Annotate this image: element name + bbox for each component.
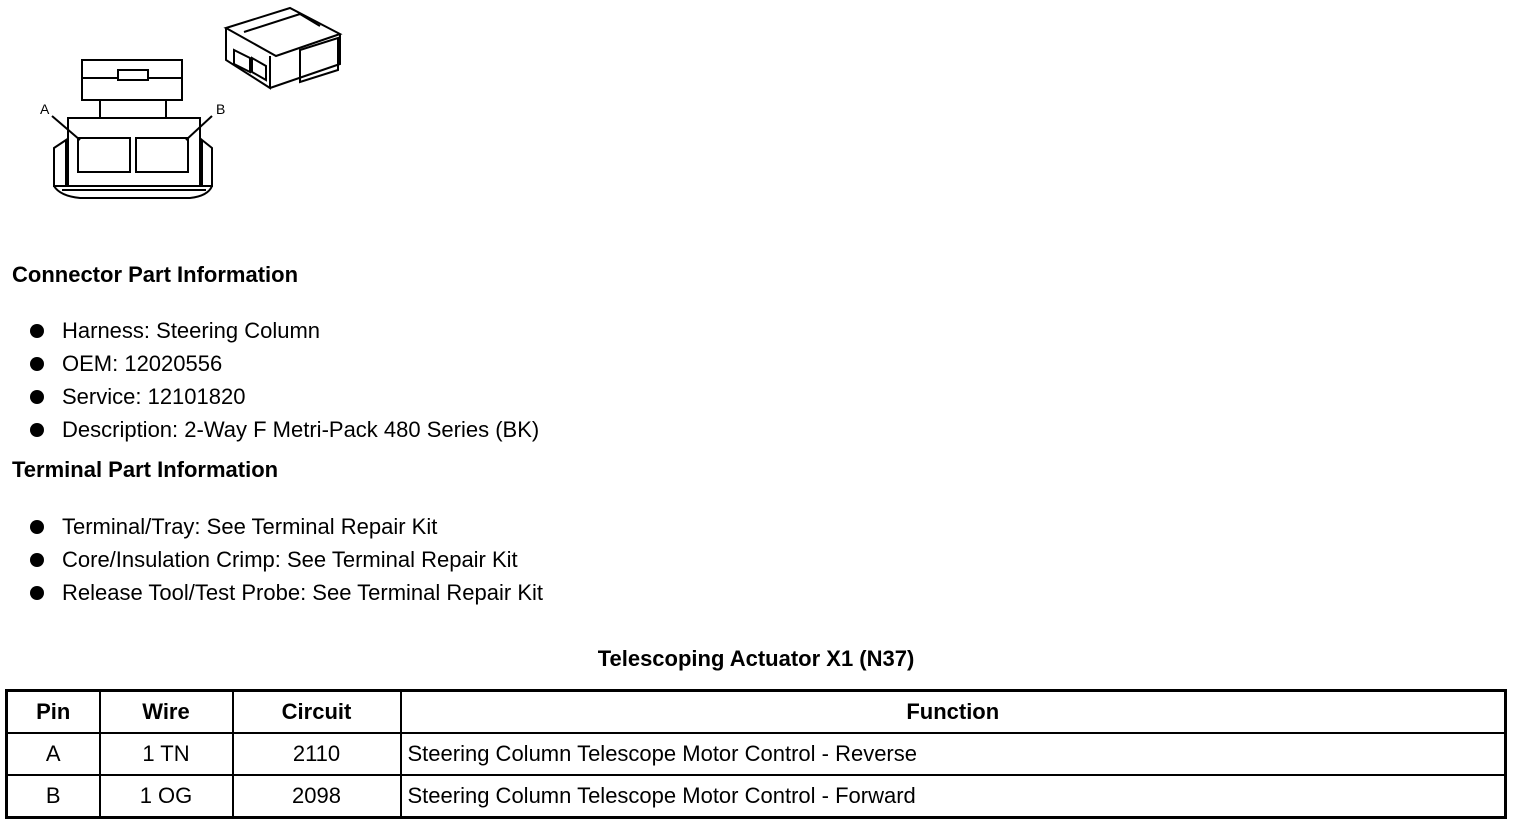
list-item: Core/Insulation Crimp: See Terminal Repair Kit [30, 543, 543, 576]
bullet-icon [30, 390, 44, 404]
terminal-part-heading: Terminal Part Information [12, 457, 279, 482]
column-header-function: Function [401, 691, 1506, 734]
list-item: Terminal/Tray: See Terminal Repair Kit [30, 510, 543, 543]
pin-label-a: A [40, 101, 50, 117]
list-item: Description: 2-Way F Metri-Pack 480 Series (BK) [30, 413, 539, 446]
wire-cell: 1 OG [100, 775, 233, 818]
bullet-icon [30, 423, 44, 437]
column-header-pin: Pin [7, 691, 100, 734]
function-cell: Steering Column Telescope Motor Control - Reverse [401, 733, 1506, 775]
pin-cell: A [7, 733, 100, 775]
bullet-icon [30, 553, 44, 567]
pin-cell: B [7, 775, 100, 818]
bullet-icon [30, 520, 44, 534]
table-title: Telescoping Actuator X1 (N37) [597, 646, 915, 671]
list-item: Release Tool/Test Probe: See Terminal Repair Kit [30, 576, 543, 609]
bullet-icon [30, 357, 44, 371]
pinout-table [5, 689, 1507, 819]
table-row [7, 733, 1506, 775]
wire-cell: 1 TN [100, 733, 233, 775]
bullet-icon [30, 586, 44, 600]
pin-label-b: B [216, 101, 226, 117]
connector-part-heading: Connector Part Information [12, 262, 299, 287]
circuit-cell: 2098 [233, 775, 401, 818]
function-cell: Steering Column Telescope Motor Control - Forward [401, 775, 1506, 818]
connector-drawing [0, 0, 380, 225]
table-header-row [7, 691, 1506, 734]
column-header-wire: Wire [100, 691, 233, 734]
circuit-cell: 2110 [233, 733, 401, 775]
column-header-circuit: Circuit [233, 691, 401, 734]
connector-part-list [30, 314, 539, 446]
table-row [7, 775, 1506, 818]
bullet-icon [30, 324, 44, 338]
terminal-part-list [30, 510, 543, 609]
list-item: Harness: Steering Column [30, 314, 539, 347]
list-item: Service: 12101820 [30, 380, 539, 413]
list-item: OEM: 12020556 [30, 347, 539, 380]
